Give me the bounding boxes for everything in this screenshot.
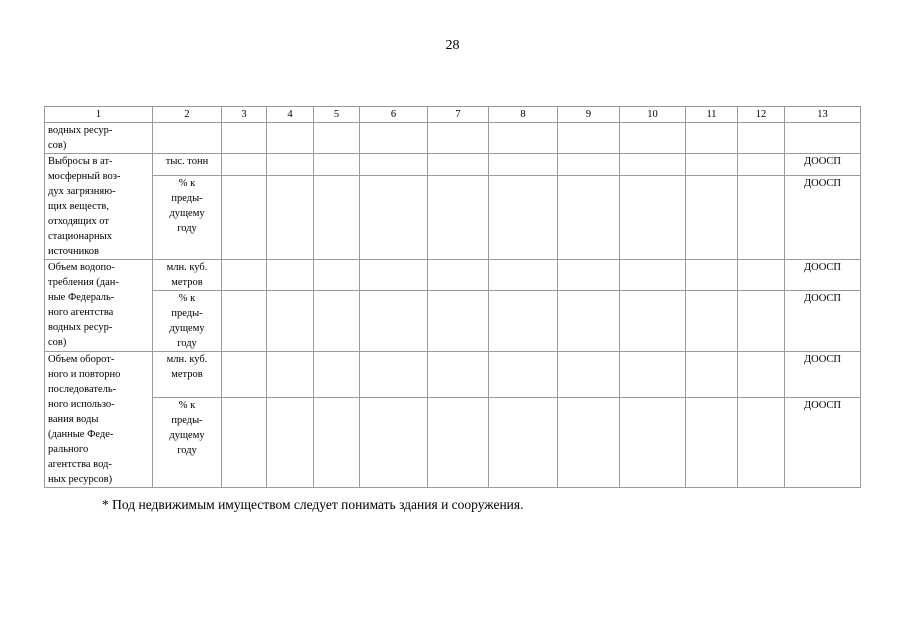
table-row — [45, 176, 861, 260]
column-header: 3 — [222, 107, 267, 123]
table-row — [45, 154, 861, 176]
value-cell — [686, 176, 738, 260]
value-cell — [314, 260, 360, 291]
value-cell — [620, 291, 686, 352]
table-body — [45, 123, 861, 488]
value-cell — [558, 260, 620, 291]
column-header: 5 — [314, 107, 360, 123]
column-header: 6 — [360, 107, 428, 123]
value-cell — [738, 260, 785, 291]
value-cell — [314, 176, 360, 260]
value-cell — [620, 397, 686, 487]
value-cell — [428, 154, 489, 176]
value-cell — [428, 176, 489, 260]
value-cell — [222, 176, 267, 260]
value-cell — [267, 397, 314, 487]
value-cell — [489, 291, 558, 352]
value-cell — [314, 397, 360, 487]
value-cell — [428, 291, 489, 352]
column-header: 13 — [785, 107, 861, 123]
value-cell — [620, 154, 686, 176]
column-header: 12 — [738, 107, 785, 123]
value-cell — [360, 397, 428, 487]
unit-cell: % к преды- дущему году — [153, 176, 222, 260]
value-cell — [738, 123, 785, 154]
value-cell — [267, 291, 314, 352]
value-cell — [222, 154, 267, 176]
indicator-cell: Объем оборот- ного и повторно последователь- ного использо- вания воды (данные Феде- рального агентства вод- ных ресурсов) — [45, 352, 153, 488]
value-cell — [267, 123, 314, 154]
value-cell — [620, 260, 686, 291]
value-cell — [738, 291, 785, 352]
indicator-cell: Выбросы в ат- мосферный воз- дух загрязняю- щих веществ, отходящих от стационарных источников — [45, 154, 153, 260]
value-cell — [267, 154, 314, 176]
indicator-cell: водных ресур- сов) — [45, 123, 153, 154]
table-row — [45, 123, 861, 154]
value-cell — [686, 397, 738, 487]
table-row — [45, 291, 861, 352]
value-cell — [620, 123, 686, 154]
indicators-table — [44, 106, 861, 488]
unit-cell: % к преды- дущему году — [153, 291, 222, 352]
value-cell — [360, 176, 428, 260]
value-cell — [558, 397, 620, 487]
unit-cell: млн. куб. метров — [153, 260, 222, 291]
column-header: 7 — [428, 107, 489, 123]
value-cell — [222, 291, 267, 352]
value-cell — [558, 291, 620, 352]
table-row — [45, 397, 861, 487]
value-cell — [267, 176, 314, 260]
value-cell — [489, 260, 558, 291]
column-header: 11 — [686, 107, 738, 123]
table-row — [45, 260, 861, 291]
column-header: 4 — [267, 107, 314, 123]
value-cell — [222, 260, 267, 291]
value-cell — [360, 154, 428, 176]
value-cell — [558, 176, 620, 260]
value-cell — [686, 154, 738, 176]
value-cell — [360, 123, 428, 154]
value-cell — [222, 123, 267, 154]
value-cell — [222, 352, 267, 398]
value-cell — [428, 397, 489, 487]
source-cell: ДООСП — [785, 291, 861, 352]
value-cell — [360, 291, 428, 352]
value-cell — [738, 397, 785, 487]
header-row — [45, 107, 861, 123]
value-cell — [686, 352, 738, 398]
unit-cell: тыс. тонн — [153, 154, 222, 176]
value-cell — [738, 176, 785, 260]
value-cell — [314, 123, 360, 154]
source-cell: ДООСП — [785, 260, 861, 291]
column-header: 1 — [45, 107, 153, 123]
source-cell — [785, 123, 861, 154]
column-header: 2 — [153, 107, 222, 123]
indicator-cell: Объем водопо- требления (дан- ные Федераль- ного агентства водных ресур- сов) — [45, 260, 153, 352]
value-cell — [738, 154, 785, 176]
value-cell — [738, 352, 785, 398]
unit-cell — [153, 123, 222, 154]
value-cell — [620, 352, 686, 398]
value-cell — [222, 397, 267, 487]
value-cell — [428, 352, 489, 398]
column-header: 8 — [489, 107, 558, 123]
value-cell — [314, 154, 360, 176]
value-cell — [686, 123, 738, 154]
value-cell — [428, 123, 489, 154]
source-cell: ДООСП — [785, 176, 861, 260]
value-cell — [558, 154, 620, 176]
footnote: * Под недвижимым имуществом следует понимать здания и сооружения. — [102, 497, 524, 512]
value-cell — [267, 352, 314, 398]
value-cell — [489, 176, 558, 260]
value-cell — [360, 260, 428, 291]
value-cell — [489, 397, 558, 487]
source-cell: ДООСП — [785, 352, 861, 398]
table-row — [45, 352, 861, 398]
source-cell: ДООСП — [785, 397, 861, 487]
value-cell — [620, 176, 686, 260]
unit-cell: % к преды- дущему году — [153, 397, 222, 487]
unit-cell: млн. куб. метров — [153, 352, 222, 398]
value-cell — [428, 260, 489, 291]
value-cell — [686, 291, 738, 352]
value-cell — [314, 352, 360, 398]
value-cell — [489, 154, 558, 176]
value-cell — [314, 291, 360, 352]
page-number: 28 — [445, 38, 460, 53]
column-header: 10 — [620, 107, 686, 123]
source-cell: ДООСП — [785, 154, 861, 176]
value-cell — [489, 352, 558, 398]
value-cell — [267, 260, 314, 291]
value-cell — [489, 123, 558, 154]
value-cell — [360, 352, 428, 398]
value-cell — [558, 352, 620, 398]
value-cell — [686, 260, 738, 291]
column-header: 9 — [558, 107, 620, 123]
value-cell — [558, 123, 620, 154]
